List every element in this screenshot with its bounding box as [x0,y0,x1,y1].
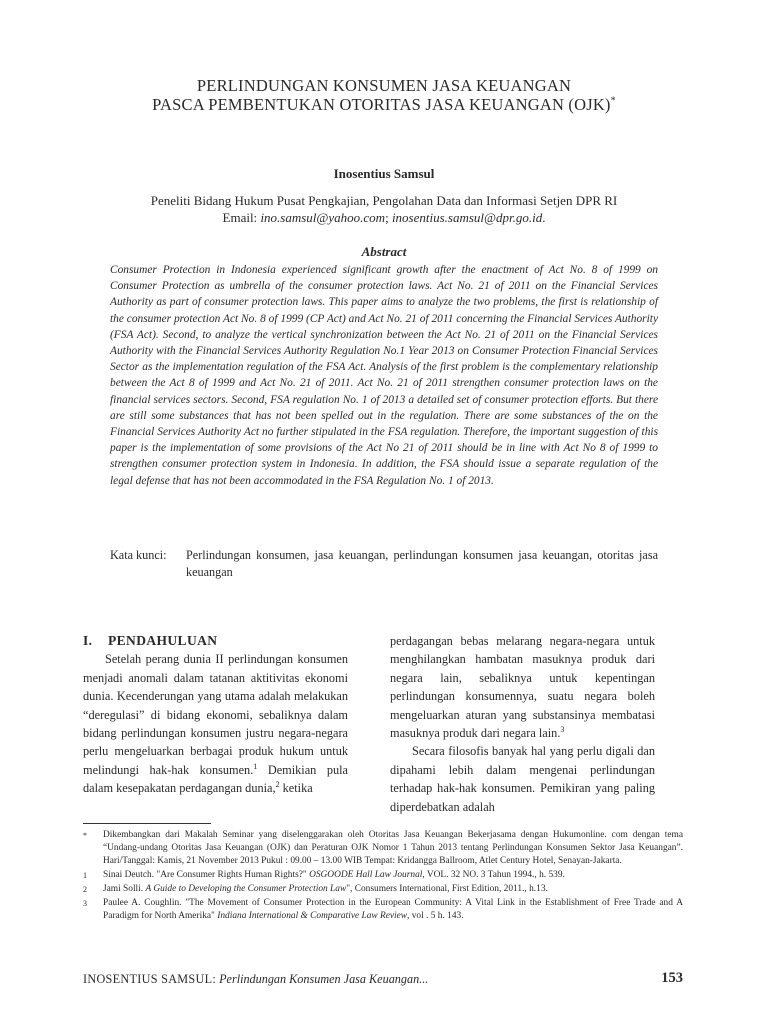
body-paragraph-continued: perdagangan bebas melarang negara-negara untuk menghilangkan hambatan masuknya produk dari negara lain, sebaliknya untuk kepentingan perlindungan konsumennya, suatu negara boleh mengeluarkan aturan yang substansinya membatasi masuknya produk dari negara lain.$^3$ [390,634,655,741]
email-link-1[interactable]: ino.samsul@yahoo.com [260,210,386,225]
footnote-star: * Dikembangkan dari Makalah Seminar yang diselenggarakan oleh Otoritas Jasa Keuangan Bekerjasama dengan Hukumonline. com dengan tema “Undang-undang Otoritas Jasa Keuangan (OJK) dan Peraturan OJK Nomor 1 Tahun 2013 tentang Perlindungan Konsumen Sektor Jasa Keuangan”. Hari/Tanggal: Kamis, 21 November 2013 Pukul : 09.00 – 13.00 WIB Tempat: Kridangga Ballroom, Atlet Century Hotel, Senayan-Jakarta. [83,830,683,866]
affiliation-text: Peneliti Bidang Hukum Pusat Pengkajian, Pengolahan Data dan Informasi Setjen DPR RI [150,193,618,208]
footnote-divider [83,823,211,824]
email-line: Email: ino.samsul@yahoo.com; inosentius.samsul@dpr.go.id. [222,210,546,225]
footnote-3: 3 Paulee A. Coughlin. "The Movement of Consumer Protection in the European Community: A Vital Link in the Establishment of Free Trade and A Paradigm for North Amerika" Indiana International & Comparative Law Review, vol . 5 h. 143. [83,898,683,921]
title-line-2: PASCA PEMBENTUKAN OTORITAS JASA KEUANGAN (OJK)* [152,95,616,114]
footnote-mark: * [83,831,87,840]
section-title: PENDAHULUAN [108,633,218,648]
keywords-text: Perlindungan konsumen, jasa keuangan, perlindungan konsumen jasa keuangan, otoritas jasa keuangan [186,548,658,579]
footer-author: INOSENTIUS SAMSUL: [83,972,217,986]
footnote-mark: 3 [83,899,87,908]
title-line-1: PERLINDUNGAN KONSUMEN JASA KEUANGAN [196,76,572,95]
footnote-ref-1[interactable]: 1 [253,761,258,771]
author-affiliation [60,192,708,226]
email-link-2[interactable]: inosentius.samsul@dpr.go.id [391,210,543,225]
title-footnote-mark: * [610,95,616,107]
footnote-mark: 1 [83,871,87,880]
abstract-text: Consumer Protection in Indonesia experienced significant growth after the enactment of Act No. 8 of 1999 on Consumer Protection as umbrella of the consumer protection laws. Act No. 21 of 2011 on the Financial Services Authority as part of consumer protection laws. This paper aims to analyze the two problems, the first is relationship of the consumer protection Act No. 8 of 1999 (CP Act) and Act No. 21 of 2011 concerning the Financial Services Authority (FSA Act). Second, to analyze the vertical synchronization between the Act No. 21 of 2011 on the Financial Services Authority with the Financial Services Authority Regulation No.1 Year 2013 on Consumer Protection Financial Services Sector as the implementation regulation of the FSA Act. Analysis of the first problem is the complementary relationship between the Act 8 of 1999 and Act No. 21 of 2011. Act No. 21 of 2011 strengthen consumer protection laws on the financial services sectors. Second, FSA regulation No. 1 of 2013 a detailed set of consumer protection efforts. But there are still some substances that has not been spelled out in the regulation. There are some substances of the on the Financial Services Authority Act no further stipulated in the FSA regulation. Therefore, the important suggestion of this paper is the implementation of some provisions of the Act No 21 of 2011 should be in line with Act No 8 of 1999 to strengthen consumer protection system in Indonesia. In addition, the FSA should issue a separate regulation of the legal defense that has not been accommodated in the FSA Regulation No. 1 of 2013. [110,264,658,487]
paper-title [60,76,708,114]
section-number: I. [83,633,93,648]
footnote-2: 2 Jami Solli. A Guide to Developing the Consumer Protection Law", Consumers International, First Edition, 2011., h.13. [83,884,548,894]
body-column-left [83,632,348,798]
footnote-1: 1 Sinai Deutch. "Are Consumer Rights Human Rights?" OSGOODE Hall Law Journal, VOL. 32 NO. 3 Tahun 1994., h. 539. [83,870,565,880]
body-column-right [390,632,655,816]
page-footer [83,972,683,987]
page-number: 153 [661,970,683,986]
body-paragraph: Setelah perang dunia II perlindungan konsumen menjadi anomali dalam tatanan aktitivitas ekonomi dunia. Kecenderungan yang utama adalah melakukan “deregulasi” di bidang ekonomi, sebaliknya dalam bidang perlindungan konsumen justru negara-negara perlu mengeluarkan berbagai produk hukum untuk melindungi hak-hak konsumen.$^1$ Demikian pula dalam kesepakatan perdagangan dunia,$^2$ ketika [83,652,348,796]
keywords-label: Kata kunci: [110,548,167,562]
footnote-mark: 2 [83,885,87,894]
footnote-ref-2[interactable]: 2 [275,780,280,790]
section-heading [83,632,348,650]
abstract-heading: Abstract [361,244,407,259]
author-name: Inosentius Samsul [333,166,435,181]
footnote-ref-3[interactable]: 3 [560,724,565,734]
footer-title: Perlindungan Konsumen Jasa Keuangan... [219,972,429,986]
footnotes [83,829,683,924]
body-paragraph: Secara filosofis banyak hal yang perlu digali dan dipahami lebih dalam mengenai perlindungan terhadap hak-hak konsumen. Pemikiran yang paling diperdebatkan adalah [390,744,655,814]
